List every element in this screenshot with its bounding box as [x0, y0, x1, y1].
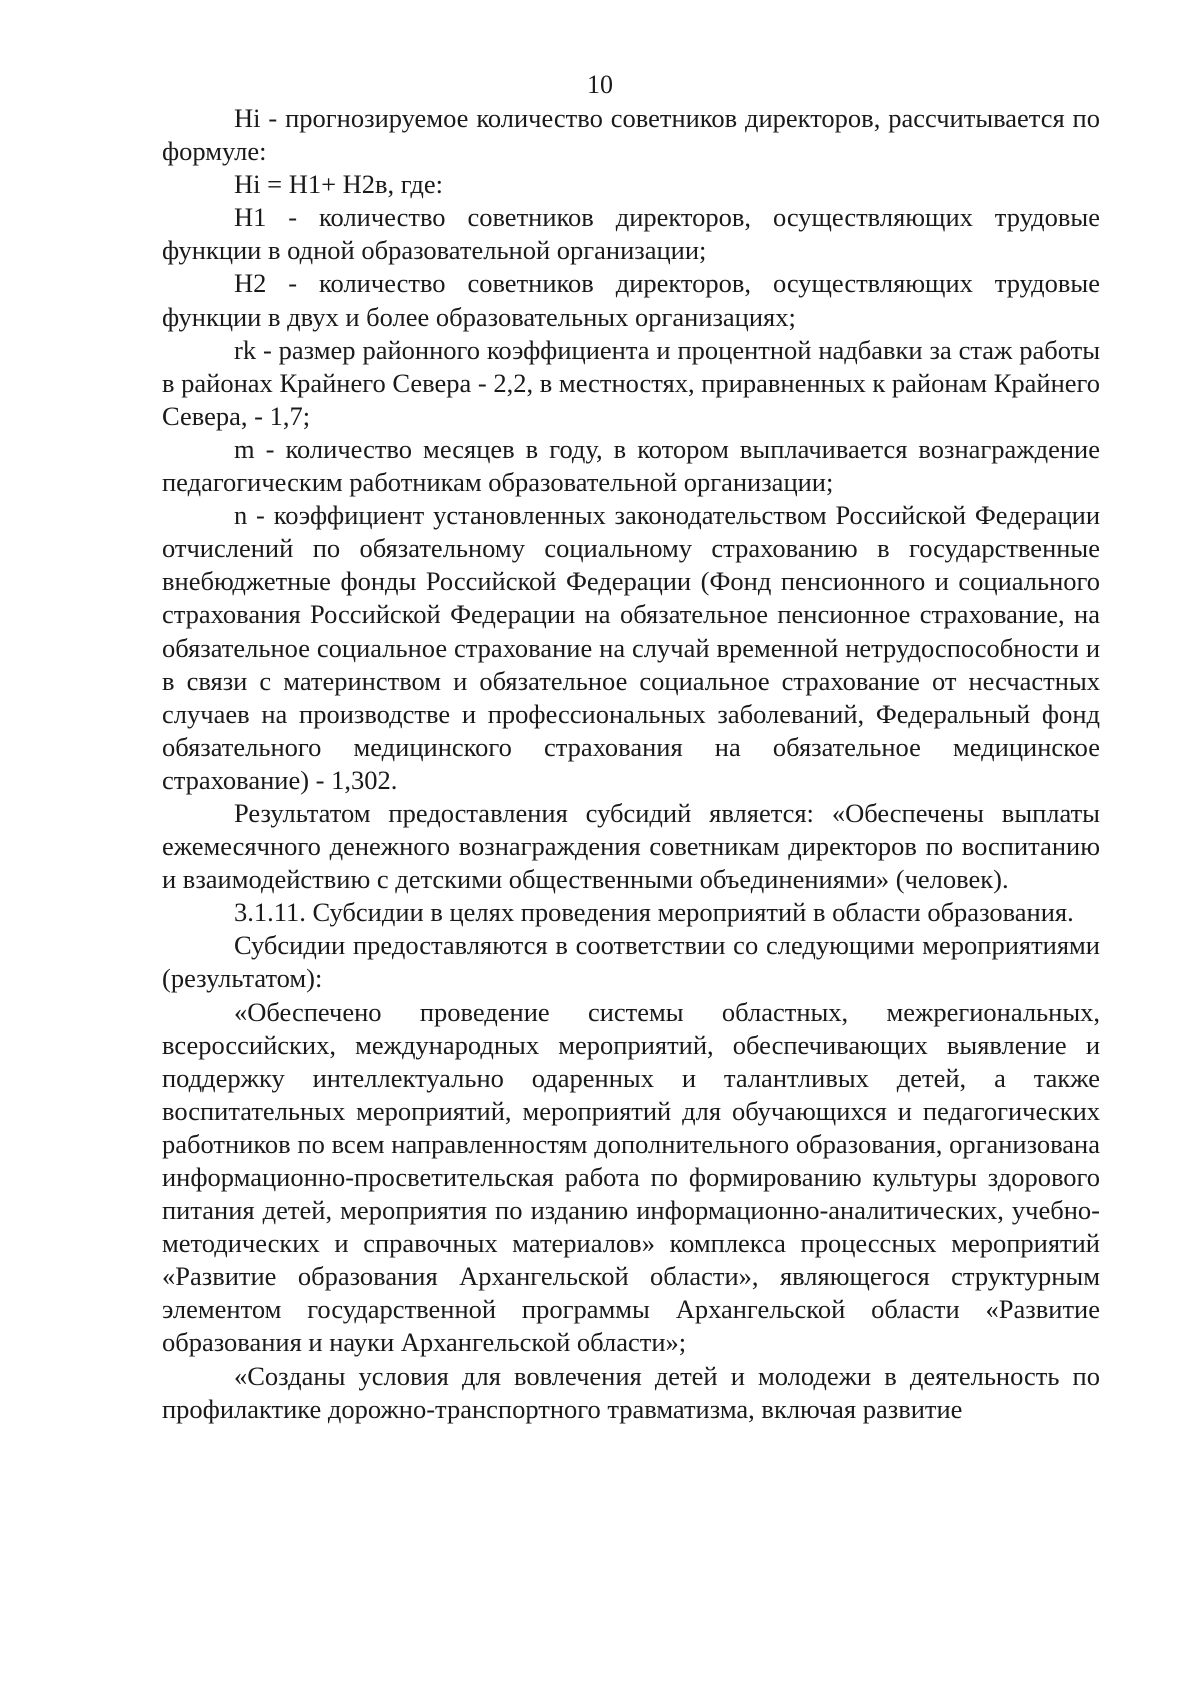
paragraph-measure-road-safety: «Созданы условия для вовлечения детей и молодежи в деятельность по профилактике дорожно-транспортного травматизма, включая развитие [162, 1360, 1100, 1424]
paragraph-hi-definition: Hi - прогнозируемое количество советников директоров, рассчитывается по формуле: [162, 103, 1100, 167]
document-body [162, 102, 1100, 1426]
paragraph-subsidy-measures: Субсидии предоставляются в соответствии со следующими мероприятиями (результатом): [162, 930, 1100, 994]
paragraph-h2-definition: H2 - количество советников директоров, осуществляющих трудовые функции в двух и более образовательных организациях; [162, 268, 1100, 332]
paragraph-section-3-1-11: 3.1.11. Субсидии в целях проведения мероприятий в области образования. [234, 897, 1074, 928]
paragraph-subsidy-result: Результатом предоставления субсидий является: «Обеспечены выплаты ежемесячного денежного вознаграждения советникам директоров по воспитанию и взаимодействию с детскими общественными объединениями» (человек). [162, 797, 1100, 895]
paragraph-h1-definition: H1 - количество советников директоров, осуществляющих трудовые функции в одной образовательной организации; [162, 202, 1100, 266]
paragraph-rk-definition: rk - размер районного коэффициента и процентной надбавки за стаж работы в районах Крайнего Севера - 2,2, в местностях, приравненных к районам Крайнего Севера, - 1,7; [162, 334, 1100, 431]
paragraph-hi-formula: Hi = H1+ H2в, где: [234, 169, 443, 200]
paragraph-measure-events: «Обеспечено проведение системы областных, межрегиональных, всероссийских, международных мероприятий, обеспечивающих выявление и поддержку интеллектуально одаренных и талантливых детей, а также воспитательных мероприятий, мероприятий для обучающихся и педагогических работников по всем направленностям дополнительного образования, организована информационно-просветительская работа по формированию культуры здорового питания детей, мероприятия по изданию информационно-аналитических, учебно-методических и справочных материалов» комплекса процессных мероприятий «Развитие образования Архангельской области», являющегося структурным элементом государственной программы Архангельской области «Развитие образования и науки Архангельской области»; [162, 996, 1100, 1358]
paragraph-n-definition: n - коэффициент установленных законодательством Российской Федерации отчислений по обязательному социальному страхованию в государственные внебюджетные фонды Российской Федерации (Фонд пенсионного и социального страхования Российской Федерации на обязательное пенсионное страхование, на обязательное социальное страхование на случай временной нетрудоспособности и в связи с материнством и обязательное социальное страхование от несчастных случаев на производстве и профессиональных заболеваний, Федеральный фонд обязательного медицинского страхования на обязательное медицинское страхование) - 1,302. [162, 500, 1100, 795]
paragraph-m-definition: m - количество месяцев в году, в котором выплачивается вознаграждение педагогическим работникам образовательной организации; [162, 433, 1100, 498]
page-number: 10 [587, 70, 613, 99]
